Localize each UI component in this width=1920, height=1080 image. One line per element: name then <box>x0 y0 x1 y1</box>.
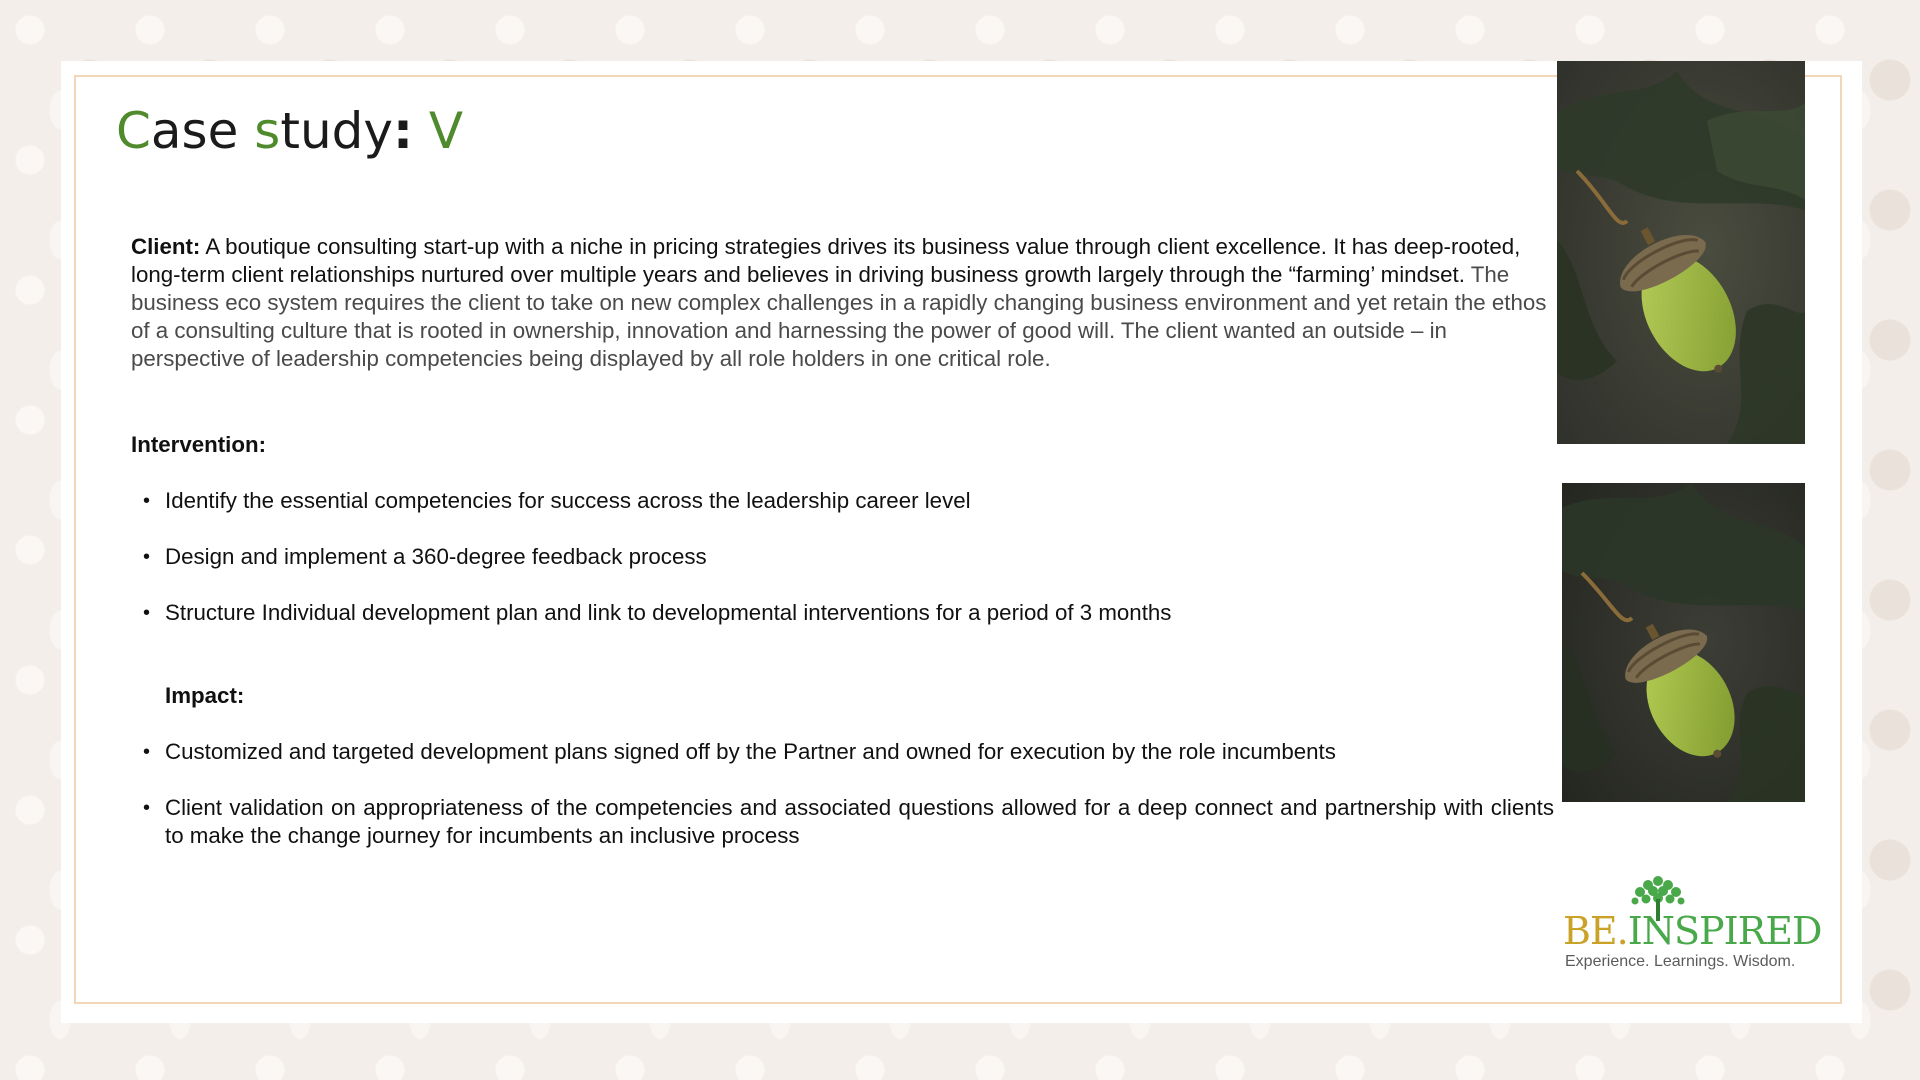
intervention-item-text: Identify the essential competencies for success across the leadership career level <box>165 488 971 513</box>
title-letter-s: s <box>254 102 281 160</box>
intervention-list <box>131 487 1554 627</box>
logo-wordmark <box>1563 911 1821 951</box>
client-text-secondary: The business eco system requires the client to take on new complex challenges in a rapidly changing business environment and yet retain the ethos of a consulting culture that is rooted in ownership, innovation and harnessing the power of good will. The client wanted an outside – in perspective of leadership competencies being displayed by all role holders in one critical role. <box>131 262 1547 371</box>
list-item <box>131 543 1554 571</box>
list-item <box>131 738 1554 766</box>
title-case-letter: V <box>412 102 464 160</box>
acorn-image-icon <box>1557 61 1805 444</box>
case-study-content <box>131 233 1554 850</box>
title-part-ase: ase <box>150 102 255 160</box>
bullet-dot: • <box>143 797 151 819</box>
list-item <box>131 599 1554 627</box>
logo-inspired: INSPIRED <box>1627 909 1822 953</box>
impact-item-text: Client validation on appropriateness of the competencies and associated questions allowed for a deep connect and partnership with clients to make the change journey for incumbents an inclusive process <box>165 795 1554 848</box>
logo-dot: . <box>1616 909 1628 953</box>
logo-be: BE <box>1563 909 1617 953</box>
bullet-dot: • <box>143 741 151 763</box>
impact-item-text: Customized and targeted development plans signed off by the Partner and owned for execution by the role incumbents <box>165 739 1336 764</box>
title-letter-c: C <box>116 102 151 160</box>
bullet-dot: • <box>143 490 151 512</box>
title-part-tudy: tudy <box>280 102 393 160</box>
acorn-photo-bottom <box>1562 483 1805 802</box>
acorn-image-icon <box>1562 483 1805 802</box>
logo-tagline: Experience. Learnings. Wisdom. <box>1565 953 1796 970</box>
intervention-item-text: Structure Individual development plan and link to developmental interventions for a period of 3 months <box>165 600 1172 625</box>
client-text-primary: A boutique consulting start-up with a niche in pricing strategies drives its business value through client excellence. It has deep-rooted, long-term client relationships nurtured over multiple years and believes in driving business growth largely through the “farming’ mindset. <box>131 234 1521 287</box>
be-inspired-logo <box>1563 871 1823 971</box>
bullet-dot: • <box>143 546 151 568</box>
bullet-dot: • <box>143 602 151 624</box>
intervention-item-text: Design and implement a 360-degree feedback process <box>165 544 707 569</box>
acorn-photo-top <box>1557 61 1805 444</box>
intervention-heading: Intervention: <box>131 432 267 457</box>
client-label: Client: <box>131 234 201 259</box>
list-item <box>131 487 1554 515</box>
client-paragraph <box>131 233 1554 373</box>
slide <box>61 61 1862 1023</box>
list-item <box>131 794 1554 850</box>
title-colon: : <box>392 102 413 160</box>
page-title <box>116 101 463 161</box>
impact-heading: Impact: <box>165 683 245 708</box>
impact-list <box>131 738 1554 850</box>
